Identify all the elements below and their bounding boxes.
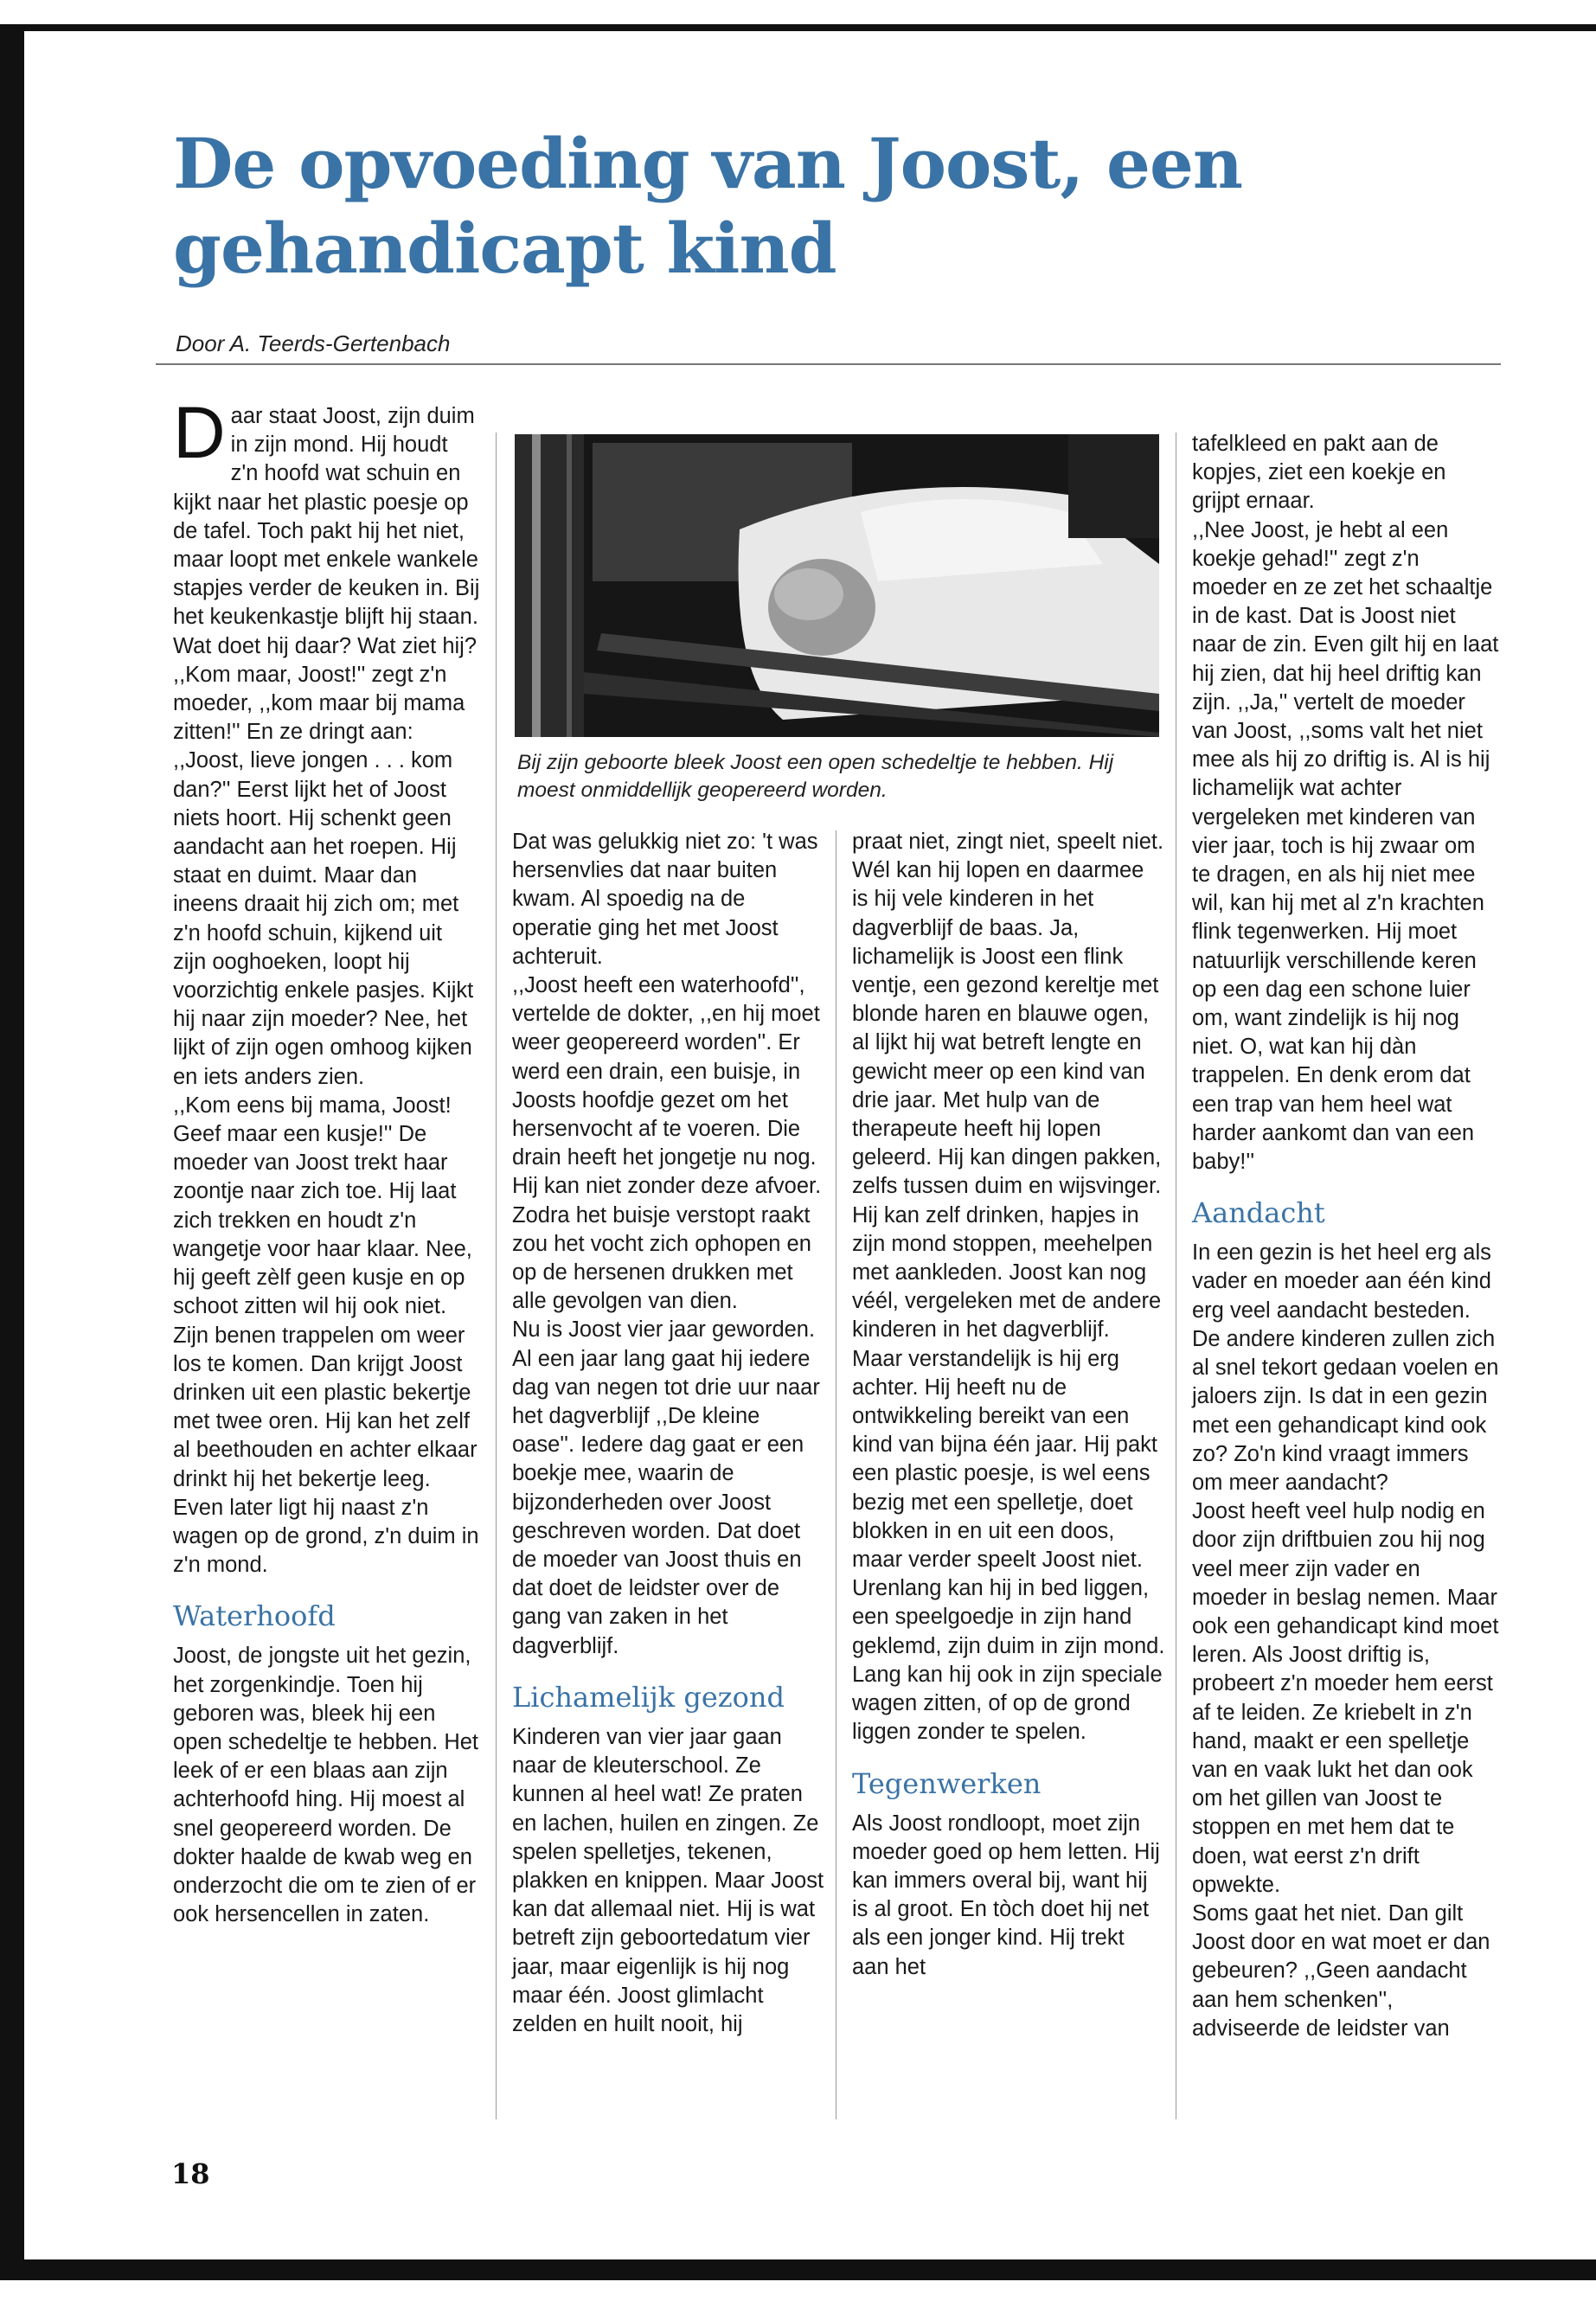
paragraph: Nu is Joost vier jaar geworden. Al een jaar lang gaat hij iedere dag van negen tot drie uur naar het dagverblijf ,,De kleine oase''. Iedere dag gaat er een boekje mee, waarin de bijzonderheden over Joost geschreven worden. Dat doet de moeder van Joost thuis en dat doet de leidster over de gang van zaken in het dagverblijf. xyxy=(512,1317,820,1658)
paragraph xyxy=(173,392,480,1092)
column-2 xyxy=(512,828,825,2039)
paragraph: tafelkleed en pakt aan de kopjes, ziet een koekje en grijpt ernaar. xyxy=(1192,432,1446,514)
paragraph: ,,Nee Joost, je hebt al een koekje gehad!'' zegt z'n moeder en ze zet het schaaltje in de kast. Dat is Joost niet naar de zin. Even gilt hij en laat hij zien, dat hij heel driftig kan zijn. ,,Ja,'' vertelt de moeder van Joost, ,,soms valt het niet mee als hij zo driftig is. Al is hij lichamelijk wat achter vergeleken met kinderen van vier jaar, toch is hij zwaar om te dragen, en als hij niet mee wil, kan hij met al z'n krachten flink tegenwerken. Hij moet natuurlijk verschillende keren op een dag een schone luier om, want zindelijk is hij nog niet. O, wat kan hij dàn trappelen. En denk erom dat een trap van hem heel wat harder aankomt dan van een baby!'' xyxy=(1192,517,1499,1175)
article-title: De opvoeding van Joost, een gehandicapt kind xyxy=(173,123,1243,289)
section-heading-lichamelijk-gezond: Lichamelijk gezond xyxy=(512,1680,785,1714)
section-heading-tegenwerken: Tegenwerken xyxy=(852,1766,1042,1800)
paragraph: Joost, de jongste uit het gezin, het zorgenkindje. Toen hij geboren was, bleek hij een open schedeltje te hebben. Het leek of er een blaas aan zijn achterhoofd hing. Hij moest al snel geopereerd worden. De dokter haalde de kwab weg en onderzocht die om te zien of er ook hersencellen in zaten. xyxy=(173,1644,479,1927)
drop-cap: D xyxy=(173,392,226,473)
paragraph: Als Joost rondloopt, moet zijn moeder goed op hem letten. Hij kan immers overal bij, want hij is al groot. En tòch doet hij net als een jonger kind. Hij trekt aan het xyxy=(852,1811,1160,1979)
article-byline: Door A. Teerds-Gertenbach xyxy=(176,330,451,356)
column-4 xyxy=(1192,430,1499,2043)
scan-border-bottom xyxy=(0,2259,1596,2280)
section-heading-waterhoofd: Waterhoofd xyxy=(173,1599,336,1633)
baby-photo xyxy=(515,434,1159,737)
scan-border-top xyxy=(0,24,1596,31)
paragraph: Dat was gelukkig niet zo: 't was hersenvlies dat naar buiten kwam. Al spoedig na de operatie ging het met Joost achteruit. xyxy=(512,830,818,969)
paragraph: praat niet, zingt niet, speelt niet. Wél kan hij lopen en daarmee is hij vele kinderen in het dagverblijf de baas. Ja, lichamelijk is Joost een flink ventje, een gezond kereltje met blonde haren en blauwe ogen, al lijkt hij wat betreft lengte en gewicht meer op een kind van drie jaar. Met hulp van de therapeute heeft hij lopen geleerd. Hij kan dingen pakken, zelfs tussen duim en wijsvinger. Hij kan zelf drinken, hapjes in zijn mond stoppen, meehelpen met aankleden. Joost kan nog véél, vergeleken met de andere kinderen in het dagverblijf. xyxy=(852,830,1164,1343)
paragraph: Joost heeft veel hulp nodig en door zijn driftbuien zou hij nog veel meer zijn vader en moeder in beslag nemen. Maar ook een gehandicapt kind moet leren. Als Joost driftig is, probeert z'n moeder hem eerst af te leiden. Ze kriebelt in z'n hand, maakt er een spelletje van en vaak lukt het dan ook om het gillen van Joost te stoppen en met hem dat te doen, wat eerst z'n drift opwekte. xyxy=(1192,1499,1499,1897)
paragraph: ,,Kom eens bij mama, Joost! Geef maar een kusje!'' De moeder van Joost trekt haar zoontje naar zich toe. Hij laat zich trekken en houdt z'n wangetje voor haar klaar. Nee, hij geeft zèlf geen kusje en op schoot zitten wil hij ook niet. Zijn benen trappelen om weer los te komen. Dan krijgt Joost drinken uit een plastic bekertje met twee oren. Hij kan het zelf al beethouden en achter elkaar drinkt hij het bekertje leeg. Even later ligt hij naast z'n wagen op de grond, z'n duim in z'n mond. xyxy=(173,1093,479,1578)
paragraph-text: aar staat Joost, zijn duim in zijn mond. Hij houdt z'n hoofd wat schuin en kijkt naar het plastic poesje op de tafel. Toch pakt hij het niet, maar loopt met enkele wankele stapjes verder de keuken in. Bij het keukenkastje blijft hij staan. Wat doet hij daar? Wat ziet hij? ,,Kom maar, Joost!'' zegt z'n moeder, ,,kom maar bij mama zitten!'' En ze dringt aan: ,,Joost, lieve jongen . . . kom dan?'' Eerst lijkt het of Joost niets hoort. Hij schenkt geen aandacht aan het roepen. Hij staat en duimt. Maar dan ineens draait hij zich om; met z'n hoofd schuin, kijkend uit zijn ooghoeken, loopt hij voorzichtig enkele pasjes. Kijkt hij naar zijn moeder? Nee, het lijkt of zijn ogen omhoog kijken en iets anders zien. xyxy=(173,404,480,1089)
page-number: 18 xyxy=(171,2157,210,2190)
column-1 xyxy=(173,392,480,1929)
scan-border-left xyxy=(0,24,24,2273)
paragraph: Maar verstandelijk is hij erg achter. Hij heeft nu de ontwikkeling bereikt van een kind van bijna één jaar. Hij pakt een plastic poesje, is wel eens bezig met een spelletje, doet blokken in en uit een doos, maar verder speelt Joost niet. Urenlang kan hij in bed liggen, een speelgoedje in zijn hand geklemd, zijn duim in zijn mond. Lang kan hij ook in zijn speciale wagen zitten, of op de grond liggen zonder te spelen. xyxy=(852,1346,1165,1745)
header-rule xyxy=(156,363,1501,365)
paragraph: Soms gaat het niet. Dan gilt Joost door en wat moet er dan gebeuren? ,,Geen aandacht aan hem schenken'', adviseerde de leidster van xyxy=(1192,1900,1490,2041)
baby-in-crib-illustration xyxy=(515,434,1159,737)
paragraph: In een gezin is het heel erg als vader en moeder aan één kind erg veel aandacht besteden. De andere kinderen zullen zich al snel tekort gedaan voelen en jaloers zijn. Is dat in een gezin met een gehandicapt kind ook zo? Zo'n kind vraagt immers om meer aandacht? xyxy=(1192,1240,1499,1495)
column-3 xyxy=(852,828,1165,1982)
column-divider xyxy=(496,433,497,2119)
photo-caption: Bij zijn geboorte bleek Joost een open schedeltje te hebben. Hij moest onmiddellijk geopereerd worden. xyxy=(517,751,1114,802)
paragraph: Kinderen van vier jaar gaan naar de kleuterschool. Ze kunnen al heel wat! Ze praten en lachen, huilen en zingen. Ze spelen spelletjes, tekenen, plakken en knippen. Maar Joost kan dat allemaal niet. Hij is wat betreft zijn geboortedatum vier jaar, maar eigenlijk is hij nog maar één. Joost glimlacht zelden en huilt nooit, hij xyxy=(512,1724,824,2036)
section-heading-aandacht: Aandacht xyxy=(1192,1196,1325,1230)
paragraph: ,,Joost heeft een waterhoofd'', vertelde de dokter, ,,en hij moet weer geopereerd worden''. Er werd een drain, een buisje, in Joosts hoofdje gezet om het hersenvocht af te voeren. Die drain heeft het jongetje nu nog. Hij kan niet zonder deze afvoer. Zodra het buisje verstopt raakt zou het vocht zich ophopen en op de hersenen drukken met alle gevolgen van dien. xyxy=(512,973,822,1314)
